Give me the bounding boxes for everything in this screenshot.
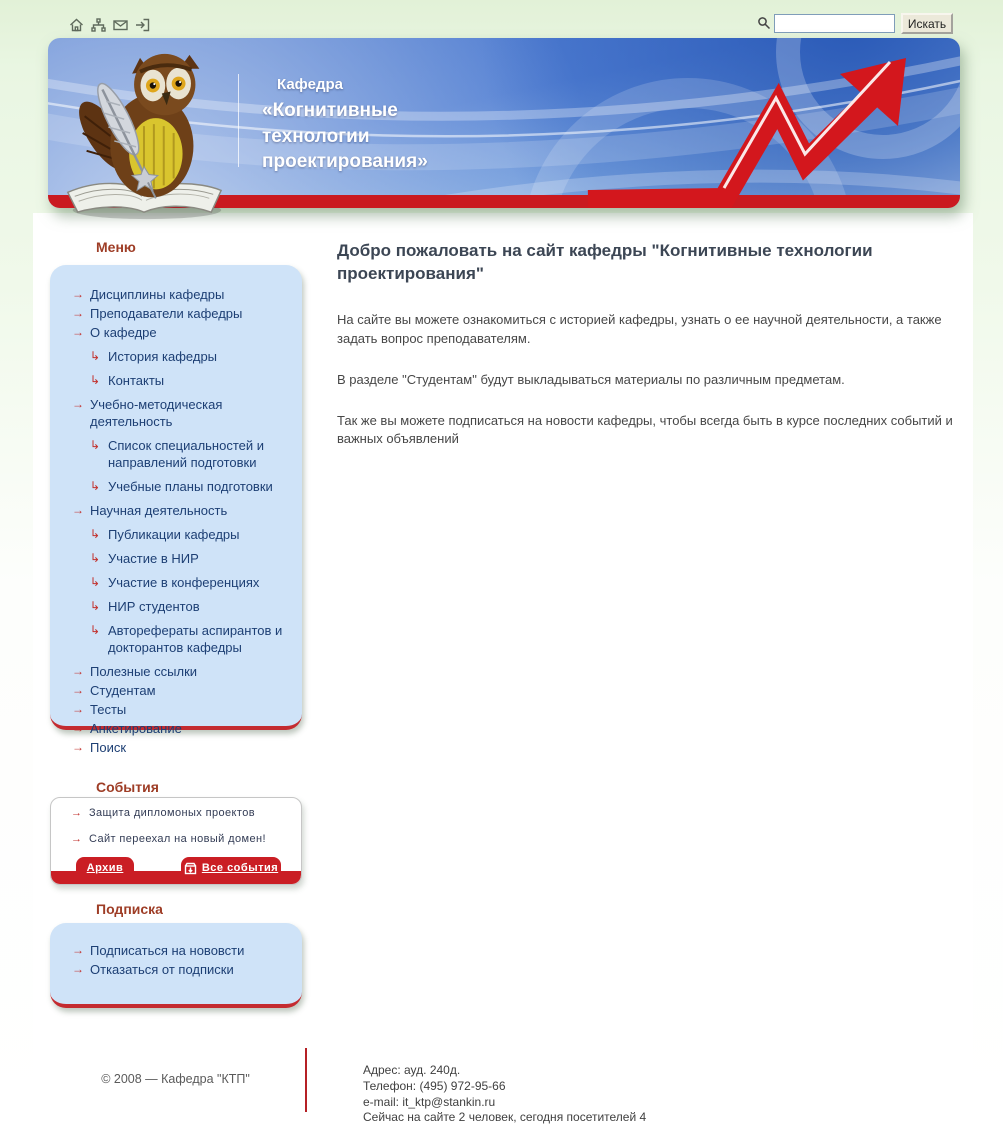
site-title-prefix: Кафедра (277, 76, 343, 93)
menu-item[interactable] (82, 622, 290, 656)
footer-email: e-mail: it_ktp@stankin.ru (363, 1095, 496, 1109)
menu-item-label[interactable]: Контакты (108, 373, 165, 388)
menu-item-label[interactable]: Поиск (90, 740, 127, 755)
arrow-icon (71, 807, 82, 820)
menu-item-label[interactable]: Полезные ссылки (90, 664, 198, 679)
menu-item-label[interactable]: О кафедре (90, 325, 157, 340)
menu-item[interactable] (82, 437, 290, 471)
arrow-icon (72, 305, 84, 322)
visitor-counter: Сейчас на сайте 2 человек, сегодня посетителей 4 (363, 1110, 647, 1124)
arrow-icon (71, 833, 82, 846)
event-item-label[interactable]: Сайт переехал на новый домен! (89, 833, 266, 845)
menu-item-label[interactable]: Участие в конференциях (108, 575, 260, 590)
arrow-icon (90, 598, 100, 615)
menu-item[interactable] (82, 348, 290, 365)
menu-item[interactable] (82, 598, 290, 615)
arrow-icon (90, 550, 100, 567)
menu-item-label[interactable]: Анкетирование (90, 721, 182, 736)
menu-item[interactable] (64, 739, 290, 756)
menu-item[interactable] (82, 526, 290, 543)
menu-item[interactable] (82, 574, 290, 591)
arrow-icon (90, 478, 100, 495)
subscription-item[interactable] (64, 961, 290, 978)
site-title-name: «Когнитивные технологии проектирования» (262, 100, 428, 173)
arrow-icon (90, 437, 100, 454)
arrow-icon (90, 574, 100, 591)
menu-item-label[interactable]: Студентам (90, 683, 156, 698)
menu-item[interactable] (64, 682, 290, 699)
subscription-section-title: Подписка (96, 901, 163, 917)
menu-item[interactable] (82, 372, 290, 389)
footer-phone: Телефон: (495) 972-95-66 (363, 1079, 506, 1093)
topbar (0, 0, 1003, 37)
arrow-icon (90, 526, 100, 543)
arrow-icon (72, 720, 84, 737)
menu-item-label[interactable]: Преподаватели кафедры (90, 306, 243, 321)
arrow-icon (90, 372, 100, 389)
footer-contacts (363, 1062, 506, 1110)
arrow-icon (72, 739, 84, 756)
menu-item-label[interactable]: НИР студентов (108, 599, 200, 614)
arrow-icon (72, 396, 84, 413)
menu-item[interactable] (64, 701, 290, 718)
subscription-item-label[interactable]: Подписаться на нововсти (90, 943, 245, 958)
menu-item-label[interactable]: Учебные планы подготовки (108, 479, 273, 494)
footer-address: Адрес: ауд. 240д. (363, 1063, 461, 1077)
mail-icon[interactable] (112, 17, 129, 33)
menu-item-label[interactable]: Список специальностей и направлений подготовки (108, 438, 265, 470)
welcome-paragraph: На сайте вы можете ознакомиться с историей кафедры, узнать о ее научной деятельности, а также задать вопрос преподавателям. (337, 312, 942, 346)
search-input[interactable] (774, 14, 895, 33)
all-events-tab[interactable] (181, 857, 281, 884)
menu-item-label[interactable]: Участие в НИР (108, 551, 199, 566)
event-item-label[interactable]: Защита дипломоных проектов (89, 807, 255, 819)
menu-item-label[interactable]: История кафедры (108, 349, 218, 364)
all-events-tab-label: Все события (201, 862, 279, 874)
menu-item[interactable] (64, 502, 290, 519)
menu-item[interactable] (64, 396, 290, 430)
search-button[interactable]: Искать (901, 13, 953, 34)
welcome-paragraph: Так же вы можете подписаться на новости кафедры, чтобы всегда быть в курсе последних событий и важных объявлений (337, 412, 953, 447)
menu-item[interactable] (64, 305, 290, 322)
login-icon[interactable] (134, 17, 151, 33)
all-events-icon (184, 862, 197, 875)
menu-item[interactable] (64, 286, 290, 303)
sitemap-icon[interactable] (90, 17, 107, 33)
menu-item-label[interactable]: Авторефераты аспирантов и докторантов кафедры (108, 623, 283, 655)
menu-item-label[interactable]: Публикации кафедры (108, 527, 240, 542)
events-widget (50, 797, 302, 885)
arrow-icon (72, 324, 84, 341)
arrow-icon (72, 682, 84, 699)
main-menu (50, 265, 302, 755)
menu-item-label[interactable]: Дисциплины кафедры (90, 287, 225, 302)
arrow-icon (90, 622, 100, 639)
subscription-widget (50, 923, 302, 1008)
events-section-title: События (96, 779, 159, 795)
arrow-icon (72, 663, 84, 680)
home-icon[interactable] (68, 17, 85, 33)
arrow-icon (72, 701, 84, 718)
archive-tab[interactable] (76, 857, 134, 884)
subscription-item[interactable] (64, 942, 290, 959)
page-title: Добро пожаловать на сайт кафедры "Когнитивные технологии проектирования" (337, 241, 873, 283)
owl-logo (52, 42, 232, 225)
menu-item-label[interactable]: Тесты (90, 702, 127, 717)
arrow-icon (90, 348, 100, 365)
menu-item[interactable] (64, 720, 290, 737)
menu-item[interactable] (64, 663, 290, 680)
menu-section-title: Меню (96, 239, 136, 255)
menu-item-label[interactable]: Научная деятельность (90, 503, 228, 518)
event-item[interactable] (65, 807, 291, 820)
menu-item[interactable] (64, 324, 290, 341)
subscription-item-label[interactable]: Отказаться от подписки (90, 962, 234, 977)
arrow-icon (72, 942, 84, 959)
archive-tab-label: Архив (86, 862, 124, 874)
welcome-text (337, 311, 965, 471)
menu-item-label[interactable]: Учебно-методическая деятельность (90, 397, 223, 429)
menu-item[interactable] (82, 550, 290, 567)
arrow-icon (72, 286, 84, 303)
menu-item[interactable] (82, 478, 290, 495)
arrow-icon (72, 502, 84, 519)
arrow-icon (72, 961, 84, 978)
event-item[interactable] (65, 833, 291, 846)
copyright: © 2008 — Кафедра "КТП" (101, 1072, 250, 1086)
welcome-paragraph: В разделе "Студентам" будут выкладываться материалы по различным предметам. (337, 371, 845, 387)
footer-divider (305, 1048, 307, 1112)
search-icon (757, 16, 771, 30)
